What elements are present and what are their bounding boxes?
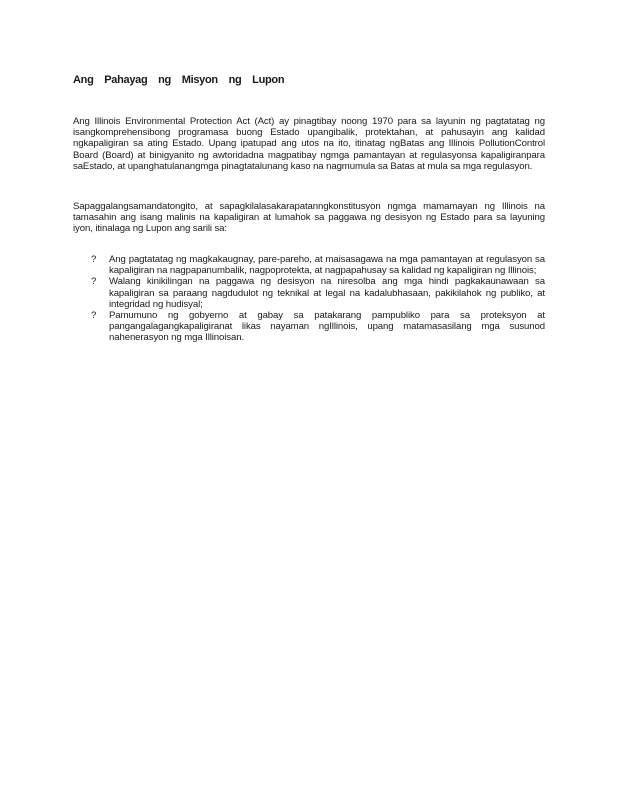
bullet-marker: ?	[91, 310, 97, 322]
commitment-paragraph: Sapaggalangsamandatongito, at sapagkilalasakarapatanngkonstitusyon ngmga mamamayan ng Illinois na tamasahin ang isang malinis na kapaligiran at lumahok sa paggawa ng desisyon ng Estado para sa layuning iyon, itinalaga ng Lupon ang sarili sa:	[73, 201, 545, 235]
list-item	[91, 254, 545, 276]
list-item-text: Ang pagtatatag ng magkakaugnay, pare-pareho, at maisasagawa na mga pamantayan at regulasyon sa kapaligiran na nagpapanumbalik, nagpoprotekta, at nagpapahusay sa kalidad ng kapaligiran ng Illinois;	[109, 254, 545, 277]
list-item	[91, 276, 545, 310]
list-item-text: Pamumuno ng gobyerno at gabay sa patakarang pampubliko para sa proteksyon at pangangalagangkapaligiranat likas nayaman ngIllinois, upang matamasasilang mga susunod nahenerasyon ng mga Illinoisan.	[109, 310, 545, 344]
list-item	[91, 310, 545, 344]
bullet-marker: ?	[91, 254, 97, 265]
list-item-text: Walang kinikilingan na paggawa ng desisyon na niresolba ang mga hindi pagkakaunawaan sa kapaligiran sa paraang nagdudulot ng teknikal at legal na kadalubhasaan, pakikilahok ng publiko, at integridad ng hudisyal;	[109, 276, 545, 310]
document-title: Ang Pahayag ng Misyon ng Lupon	[73, 74, 285, 86]
commitment-list	[91, 254, 545, 344]
bullet-marker: ?	[91, 276, 97, 288]
intro-paragraph: Ang Illinois Environmental Protection Act (Act) ay pinagtibay noong 1970 para sa layunin ng pagtatatag ng isangkomprehensibong programasa buong Estado upangibalik, protektahan, at pahusayin ang kalidad ngkapaligiran sa ating Estado. Upang ipatupad ang utos na ito, itinatag ngBatas ang Illinois PollutionControl Board (Board) at binigyanito ng awtoridadna magpatibay ngmga pamantayan at regulasyonsa kapaligiranpara saEstado, at upanghatulanangmga pinagtatalunang kaso na nagmumula sa Batas at mula sa mga regulasyon.	[73, 116, 545, 172]
